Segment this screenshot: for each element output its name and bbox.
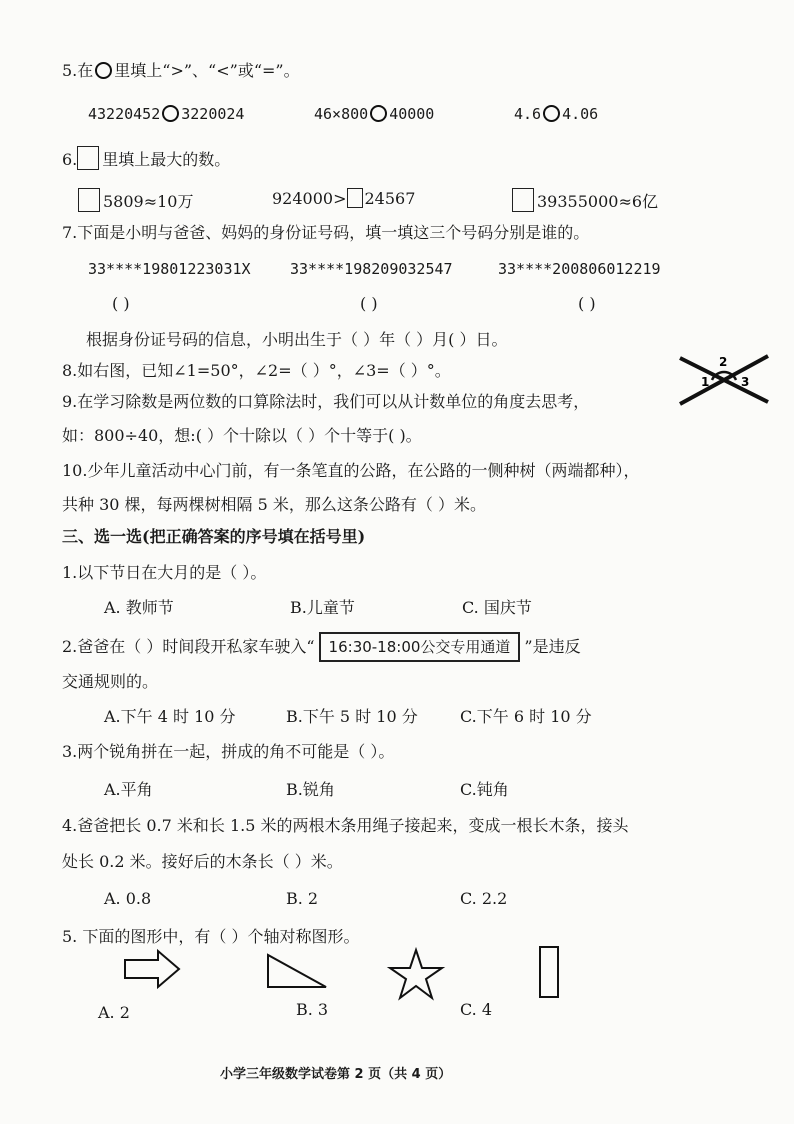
q5-title: 5.在 里填上“>”、“<”或“=”。	[62, 61, 300, 80]
mc2-option-c[interactable]: C.下午 6 时 10 分	[460, 707, 592, 726]
mc3-option-a[interactable]: A.平角	[104, 780, 153, 799]
q8-text: 8.如右图，已知∠1=50°，∠2=（ ）°，∠3=（ ）°。	[62, 361, 451, 380]
arrow-shape-icon	[124, 950, 180, 988]
id-owner-blank-1[interactable]: ( )	[112, 294, 130, 313]
id-number-3: 33****200806012219	[498, 260, 661, 278]
answer-circle[interactable]	[370, 105, 387, 122]
q7-title: 7.下面是小明与爸爸、妈妈的身份证号码，填一填这三个号码分别是谁的。	[62, 223, 590, 242]
q7-birth-line: 根据身份证号码的信息，小明出生于（ ）年（ ）月( ）日。	[86, 330, 508, 349]
mc1-question: 1.以下节日在大月的是（ ）。	[62, 563, 267, 582]
mc4-line-1: 4.爸爸把长 0.7 米和长 1.5 米的两根木条用绳子接起来，变成一根长木条，接头	[62, 816, 629, 835]
page-footer: 小学三年级数学试卷第 2 页（共 4 页）	[220, 1067, 452, 1082]
mc5-option-a[interactable]: A. 2	[98, 1003, 130, 1022]
id-number-1: 33****19801223031X	[88, 260, 251, 278]
id-owner-blank-3[interactable]: ( )	[578, 294, 596, 313]
answer-circle[interactable]	[543, 105, 560, 122]
answer-box[interactable]	[347, 188, 363, 208]
mc4-option-a[interactable]: A. 0.8	[104, 889, 152, 908]
q6-item-3: 39355000≈6亿	[512, 188, 658, 213]
angle-label-3: 3	[741, 375, 750, 389]
angle-diagram	[678, 352, 770, 408]
compare-circle-icon	[95, 62, 112, 79]
mc4-option-b[interactable]: B. 2	[286, 889, 319, 908]
answer-box[interactable]	[78, 188, 100, 212]
right-triangle-shape-icon	[266, 953, 328, 989]
angle-label-1: 1	[701, 375, 710, 389]
id-owner-blank-2[interactable]: ( )	[360, 294, 378, 313]
angle-label-2: 2	[719, 355, 728, 369]
mc4-option-c[interactable]: C. 2.2	[460, 889, 508, 908]
mc2-option-b[interactable]: B.下午 5 时 10 分	[286, 707, 418, 726]
q6-item-1: 5809≈10万	[78, 188, 194, 213]
mc3-option-c[interactable]: C.钝角	[460, 780, 509, 799]
section-3-title: 三、选一选(把正确答案的序号填在括号里)	[62, 527, 366, 546]
rectangle-shape-icon	[538, 945, 562, 999]
mc1-option-c[interactable]: C. 国庆节	[462, 598, 532, 617]
q6-title: 6. 里填上最大的数。	[62, 146, 230, 171]
mc1-option-a[interactable]: A. 教师节	[104, 598, 174, 617]
mc2-question: 2.爸爸在（ ）时间段开私家车驶入“ 16:30-18:00公交专用通道 ”是违反	[62, 632, 581, 662]
square-box-icon	[77, 146, 99, 170]
star-shape-icon	[388, 948, 444, 1000]
q5-item-2: 46×800 40000	[314, 105, 435, 123]
mc2-option-a[interactable]: A.下午 4 时 10 分	[104, 707, 236, 726]
q9-line-1: 9.在学习除数是两位数的口算除法时，我们可以从计数单位的角度去思考，	[62, 392, 590, 411]
mc4-line-2: 处长 0.2 米。接好后的木条长（ ）米。	[62, 852, 343, 871]
mc5-question: 5. 下面的图形中，有（ ）个轴对称图形。	[62, 927, 360, 946]
mc5-option-b[interactable]: B. 3	[296, 1000, 329, 1019]
answer-circle[interactable]	[162, 105, 179, 122]
bus-lane-sign: 16:30-18:00公交专用通道	[319, 632, 521, 662]
q10-line-2: 共种 30 棵，每两棵树相隔 5 米，那么这条公路有（ ）米。	[62, 495, 486, 514]
mc2-line-2: 交通规则的。	[62, 672, 159, 691]
mc3-question: 3.两个锐角拼在一起，拼成的角不可能是（ ）。	[62, 742, 395, 761]
answer-box[interactable]	[512, 188, 534, 212]
mc1-option-b[interactable]: B.儿童节	[290, 598, 355, 617]
mc5-option-c[interactable]: C. 4	[460, 1000, 493, 1019]
q10-line-1: 10.少年儿童活动中心门前，有一条笔直的公路，在公路的一侧种树（两端都种），	[62, 461, 640, 480]
q9-line-2: 如：800÷40，想:( ）个十除以（ ）个十等于( )。	[62, 426, 422, 445]
id-number-2: 33****198209032547	[290, 260, 453, 278]
mc3-option-b[interactable]: B.锐角	[286, 780, 335, 799]
q6-item-2: 924000> 24567	[272, 189, 416, 208]
q5-item-1: 43220452 3220024	[88, 105, 245, 123]
q5-item-3: 4.6 4.06	[514, 105, 599, 123]
